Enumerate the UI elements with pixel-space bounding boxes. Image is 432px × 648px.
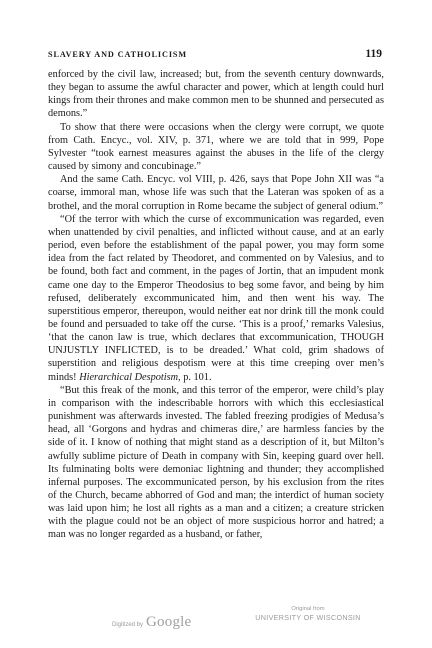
digitized-label: Digitized by: [112, 622, 144, 628]
google-logo: Google: [146, 614, 192, 630]
text-run: , p. 101.: [178, 371, 212, 383]
text-run: “But this freak of the monk, and this terror of the emperor, were child’s play in comparison with the indescribable horrors with which this ecclesiastical punishment was afterwards invested. The fabled freezing prodigies of Medusa’s head, all ‘Gorgons and hydras and chimeras dire,’ are harmless fancies by the side of it. I know of nothing that might stand as a description of it, but Milton’s awfully sublime picture of Death in company with Sin, keeping guard over hell. Its fulminating bolts were demoniac lightning and thunder; they accomplished infernal purposes. The excommunicated person, by his exclusion from the rites of the Church, became abhorred of God and man; the interdict of human society was laid upon him; he lost all rights as a man and a citizen; a creature stricken with the plague could not be an object of more suspicious horror and hatred; a man was no longer regarded as a husband, or father,: [48, 384, 384, 541]
paragraph: [48, 68, 384, 121]
paragraph: [48, 384, 384, 542]
digitized-by-credit: [112, 614, 191, 631]
text-run: To show that there were occasions when the clergy were corrupt, we quote from Cath. Encyc., vol. XIV, p. 371, where we are told that in 999, Pope Sylvester “took earnest measures against the abuses in the life of the clergy caused by simony and concubinage.”: [48, 121, 384, 173]
running-title: SLAVERY AND CATHOLICISM: [48, 50, 187, 59]
text-run: And the same Cath. Encyc. vol VIII, p. 426, says that Pope John XII was “a coarse, immoral man, whose life was such that the Lateran was spoken of as a brothel, and the moral corruption in Rome became the subject of general odium.”: [48, 174, 384, 212]
paragraph: [48, 121, 384, 174]
page-number: 119: [365, 48, 382, 60]
original-source-credit: [248, 606, 368, 623]
paragraph: [48, 213, 384, 384]
running-head: [48, 48, 382, 60]
original-label: Original from: [291, 606, 325, 612]
body-text: [48, 68, 384, 542]
text-run: “Of the terror with which the curse of excommunication was regarded, even when unattended by civil penalties, and inflicted without cause, and at an early period, even before the establishment of the papal power, you may form some idea from the fact related by Theodoret, and commented on by Valesius, and to be found, both fact and comment, in the pages of Jortin, that an impudent monk came one day to the Emperor Theodosius to beg some favor, and being by him refused, deliberately excommunicated him, and then went his way. The superstitious emperor, thereupon, would neither eat nor drink till the monk could be found and persuaded to take off the curse. ‘This is a proof,’ remarks Valesius, ‘that the canon law is true, which declares that excommunication, THOUGH UNJUSTLY INFLICTED, is to be dreaded.’ What cold, grim shadows of superstition and religious despotism were at this time creeping over men’s minds!: [48, 213, 384, 383]
italic-citation: Hierarchical Despotism: [79, 371, 179, 383]
paragraph: [48, 173, 384, 212]
text-run: enforced by the civil law, increased; but, from the seventh century downwards, they began to assume the awful character and power, which at length could hurl kings from their thrones and make common men to be shunned and persecuted as demons.”: [48, 69, 384, 120]
scan-footer: [0, 600, 432, 640]
original-source: UNIVERSITY OF WISCONSIN: [255, 613, 361, 622]
